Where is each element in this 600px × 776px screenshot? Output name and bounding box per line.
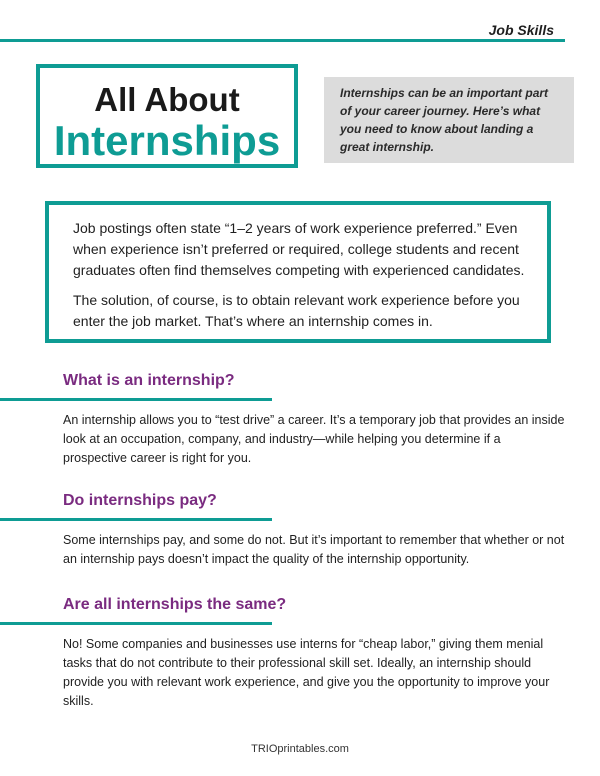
section-same <box>0 594 600 711</box>
section-body: No! Some companies and businesses use interns for “cheap labor,” giving them menial tasks that do not contribute to their professional skill set. Ideally, an internship should provide you with relevant work experience, and give you the opportunity to improve your skills. <box>63 637 550 708</box>
title-box <box>36 64 298 168</box>
section-heading: Are all internships the same? <box>63 596 287 613</box>
intro-box: Internships can be an important part of your career journey. Here’s what you need to know about landing a great internship. <box>324 77 574 163</box>
section-pay <box>0 490 600 569</box>
section-heading: Do internships pay? <box>63 492 217 509</box>
page-title-line1: All About <box>94 81 240 118</box>
section-rule <box>0 622 272 625</box>
section-tag: Job Skills <box>488 22 554 38</box>
section-heading: What is an internship? <box>63 372 235 389</box>
callout-box <box>45 201 551 343</box>
footer-site: TRIOprintables.com <box>251 743 349 755</box>
callout-paragraph-1: Job postings often state “1–2 years of work experience preferred.” Even when experience isn’t preferred or required, college students and recent graduates often find themselves competing with experienced candidates. <box>73 220 525 278</box>
callout-paragraph-2: The solution, of course, is to obtain relevant work experience before you enter the job market. That’s where an internship comes in. <box>73 292 520 329</box>
header-rule <box>0 39 565 42</box>
section-body: Some internships pay, and some do not. But it’s important to remember that whether or not an internship pays doesn’t impact the quality of the internship opportunity. <box>63 533 565 566</box>
section-body: An internship allows you to “test drive” a career. It’s a temporary job that provides an inside look at an occupation, company, and industry—while helping you determine if a prospective career is right for you. <box>63 413 565 465</box>
section-rule <box>0 398 272 401</box>
section-rule <box>0 518 272 521</box>
section-what-is <box>0 370 600 468</box>
page-title-line2: Internships <box>53 117 281 164</box>
